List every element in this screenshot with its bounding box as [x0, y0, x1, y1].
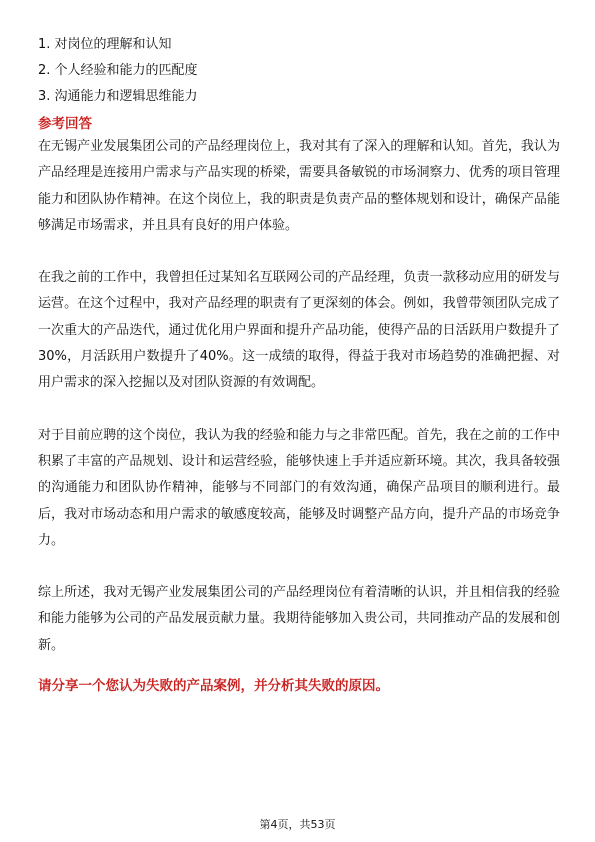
- next-question: 请分享一个您认为失败的产品案例，并分析其失败的原因。: [38, 678, 389, 695]
- answer-paragraph: 综上所述，我对无锡产业发展集团公司的产品经理岗位有着清晰的认识，并且相信我的经验和能力能够为公司的产品发展贡献力量。我期待能够加入贵公司，共同推动产品的发展和创新。: [38, 585, 560, 653]
- answer-paragraph: 对于目前应聘的这个岗位，我认为我的经验和能力与之非常匹配。首先，我在之前的工作中积累了丰富的产品规划、设计和运营经验，能够快速上手并适应新环境。其次，我具备较强的沟通能力和团队协作精神，能够与不同部门的有效沟通，确保产品项目的顺利进行。最后，我对市场动态和用户需求的敏感度较高，能够及时调整产品方向，提升产品的市场竞争力。: [38, 427, 560, 548]
- document-page: [38, 32, 560, 699]
- answer-paragraph: 在我之前的工作中，我曾担任过某知名互联网公司的产品经理，负责一款移动应用的研发与运营。在这个过程中，我对产品经理的职责有了更深刻的体会。例如，我曾带领团队完成了一次重大的产品迭代，通过优化用户界面和提升产品功能，使得产品的日活跃用户数提升了30%，月活跃用户数提升了40%。这一成绩的取得，得益于我对市场趋势的准确把握、对用户需求的深入挖掘以及对团队资源的有效调配。: [38, 270, 560, 391]
- answer-heading: 参考回答: [38, 116, 92, 132]
- paragraph-gap: [38, 239, 560, 265]
- answer-paragraph: 在无锡产业发展集团公司的产品经理岗位上，我对其有了深入的理解和认知。首先，我认为产品经理是连接用户需求与产品实现的桥梁，需要具备敏锐的市场洞察力、优秀的项目管理能力和团队协作精神。在这个岗位上，我的职责是负责产品的整体规划和设计，确保产品能够满足市场需求，并且具有良好的用户体验。: [38, 139, 560, 233]
- page-footer: 第4页，共53页: [259, 818, 336, 831]
- list-item: 2. 个人经验和能力的匹配度: [38, 63, 198, 78]
- paragraph-gap: [38, 397, 560, 423]
- list-item: 1. 对岗位的理解和认知: [38, 37, 172, 52]
- paragraph-gap: [38, 554, 560, 580]
- list-item: 3. 沟通能力和逻辑思维能力: [38, 89, 198, 104]
